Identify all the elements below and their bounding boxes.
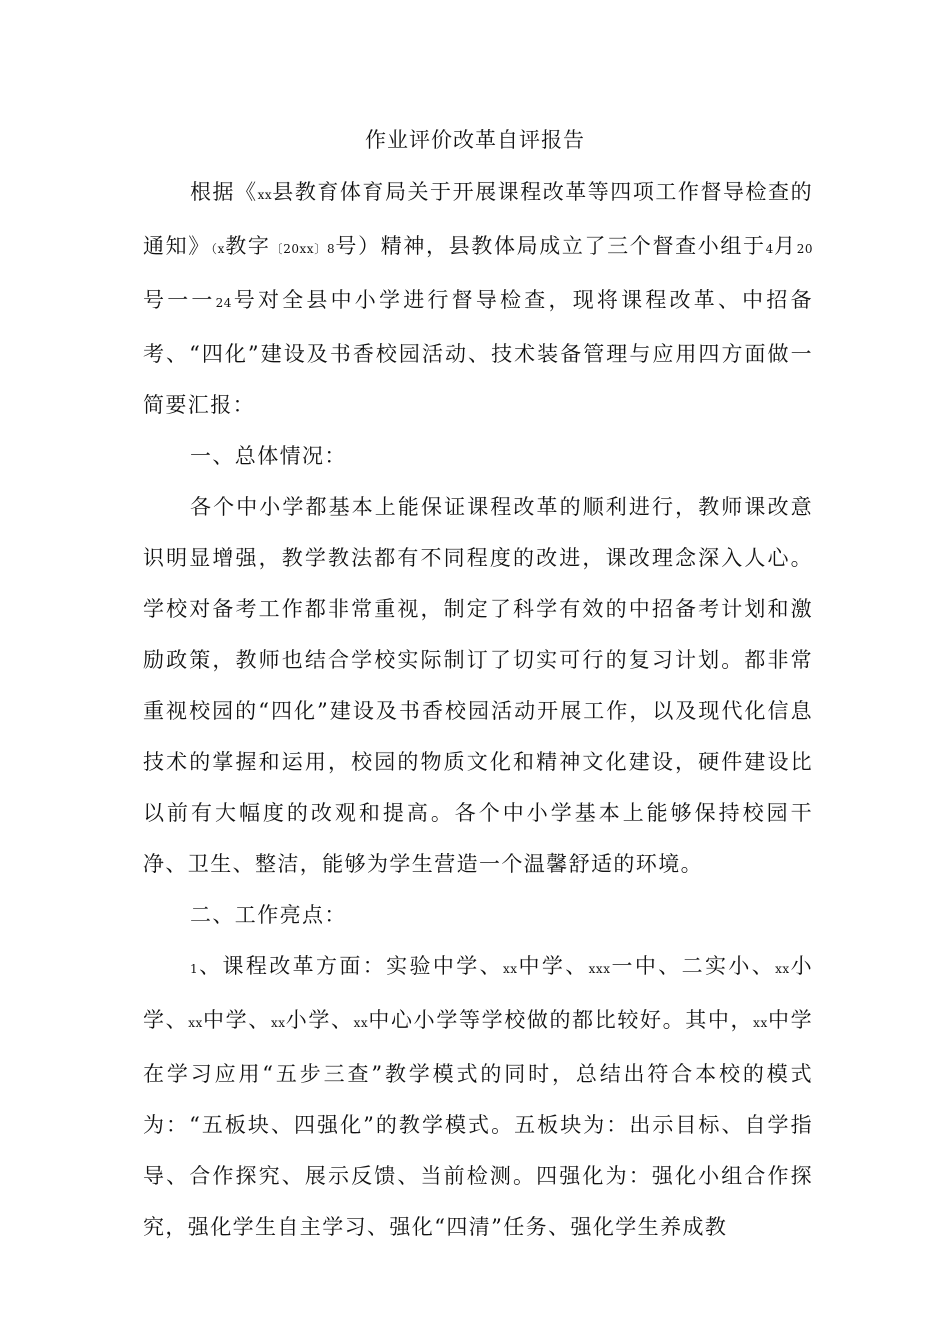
text-run: 20 [796,242,813,256]
text-run: （x [210,242,225,256]
text-run: 根据《 [190,180,258,204]
document-body [143,167,813,1253]
text-run: 号对全县中小学进行督导检查，现将课程改革、中招备考、“四化”建设及书香校园活动、技术装备管理与应用四方面做一简要汇报： [143,288,813,417]
text-run: xx [353,1016,369,1030]
text-run: 小学、 [143,954,814,1032]
text-run: 小学、 [285,1008,354,1032]
text-run: xx [188,1016,203,1030]
text-run: 号）精神，县教体局成立了三个督查小组于 [335,234,766,258]
section-heading-overview: 一、总体情况： [190,444,347,468]
text-run: 教字 [224,234,271,258]
text-run: 月 [773,234,797,258]
text-run: xx [257,188,273,202]
text-run: 1 [190,962,199,976]
text-run: 中心小学等学校做的都比较好。其中， [368,1008,754,1032]
text-run: 中学、 [517,954,589,978]
text-run: xx [775,962,790,976]
text-run: xx [503,962,518,976]
highlights-paragraph [143,941,813,1253]
text-run: xxx [588,962,611,976]
text-run: 24 [215,296,232,310]
section-heading-highlights: 二、工作亮点： [190,903,347,927]
text-run: 中学、 [202,1008,271,1032]
text-run: xx [270,1016,286,1030]
text-run: xx [753,1016,768,1030]
text-run: 〔20xx〕8 [270,242,336,256]
intro-paragraph [143,167,813,431]
text-run: 号一一 [143,288,216,312]
text-run: 中学在学习应用“五步三查”教学模式的同时，总结出符合本校的模式为：“五板块、四强化”的教学模式。五板块为：出示目标、自学指导、合作探究、展示反馈、当前检测。四强化为：强化小组合作探究，强化学生自主学习、强化“四清”任务、强化学生养成教 [143,1008,813,1239]
text-run: 、课程改革方面：实验中学、 [198,954,503,978]
text-run: 县教育体育局关于开展课程改革等四项工作督导检查的通知》 [143,180,813,258]
document-title: 作业评价改革自评报告 [365,128,585,152]
text-run: 一中、二实小、 [610,954,776,978]
text-run: 4 [765,242,774,256]
overview-paragraph: 各个中小学都基本上能保证课程改革的顺利进行，教师课改意识明显增强，教学教法都有不同程度的改进，课改理念深入人心。学校对备考工作都非常重视，制定了科学有效的中招备考计划和激励政策，教师也结合学校实际制订了切实可行的复习计划。都非常重视校园的“四化”建设及书香校园活动开展工作，以及现代化信息技术的掌握和运用，校园的物质文化和精神文化建设，硬件建设比以前有大幅度的改观和提高。各个中小学基本上能够保持校园干净、卫生、整洁，能够为学生营造一个温馨舒适的环境。 [143,495,813,876]
